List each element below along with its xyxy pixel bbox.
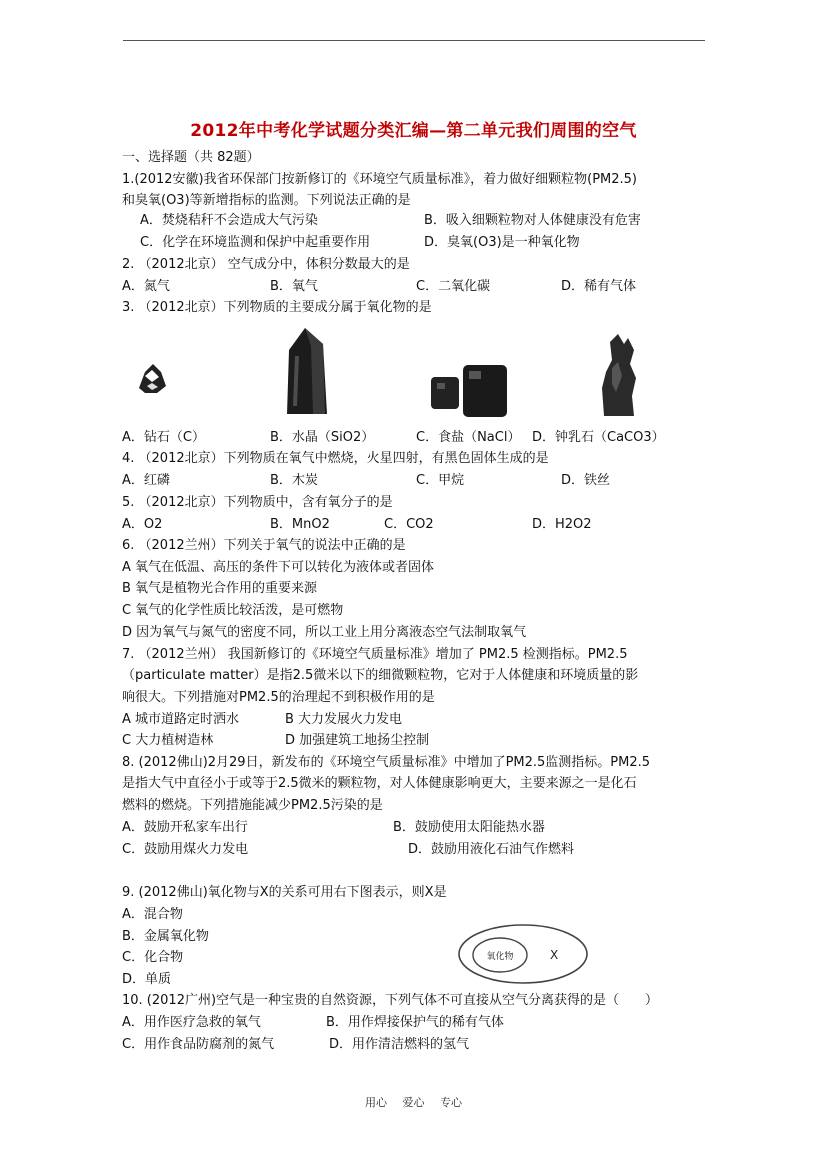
q10-option-a: A．用作医疗急救的氧气 — [122, 1015, 261, 1030]
q7-stem-line3: 响很大。下列措施对PM2.5的治理起不到积极作用的是 — [122, 690, 435, 705]
q10-stem: 10. (2012广州)空气是一种宝贵的自然资源，下列气体不可直接从空气分离获得的是（ ） — [122, 993, 659, 1008]
footer-word-3: 专心 — [440, 1096, 462, 1109]
q1-option-b: B．吸入细颗粒物对人体健康没有危害 — [424, 213, 641, 228]
header-rule — [123, 40, 705, 41]
oxide-relation-diagram — [456, 922, 590, 986]
q4-stem: 4. （2012北京）下列物质在氧气中燃烧，火星四射，有黑色固体生成的是 — [122, 451, 549, 466]
q6-option-a: A 氧气在低温、高压的条件下可以转化为液体或者固体 — [122, 560, 435, 575]
q1-option-a: A．焚烧秸秆不会造成大气污染 — [140, 213, 318, 228]
q8-option-d: D．鼓励用液化石油气作燃料 — [408, 842, 575, 857]
stalactite-image — [594, 332, 640, 418]
q1-option-c: C．化学在环境监测和保护中起重要作用 — [140, 235, 371, 250]
footer-word-2: 爱心 — [402, 1096, 425, 1109]
q5-stem: 5. （2012北京）下列物质中，含有氧分子的是 — [122, 495, 393, 510]
q3-option-a: A．钻石（C） — [122, 430, 205, 445]
document-title: 2012年中考化学试题分类汇编—第二单元我们周围的空气 — [190, 121, 637, 141]
q10-option-c: C．用作食品防腐剂的氮气 — [122, 1037, 275, 1052]
q4-option-d: D．铁丝 — [561, 473, 611, 488]
q8-option-b: B．鼓励使用太阳能热水器 — [393, 820, 545, 835]
q4-option-c: C．甲烷 — [416, 473, 465, 488]
q9-option-c: C．化合物 — [122, 950, 184, 965]
q3-stem: 3. （2012北京）下列物质的主要成分属于氧化物的是 — [122, 300, 432, 315]
q9-option-a: A．混合物 — [122, 907, 183, 922]
q8-option-a: A．鼓励开私家车出行 — [122, 820, 248, 835]
q5-option-d: D．H2O2 — [532, 517, 592, 532]
q1-stem-line2: 和臭氧(O3)等新增指标的监测。下列说法正确的是 — [122, 193, 411, 208]
q10-option-b: B．用作焊接保护气的稀有气体 — [326, 1015, 504, 1030]
q9-option-b: B．金属氧化物 — [122, 929, 209, 944]
q5-option-b: B．MnO2 — [270, 517, 330, 532]
q3-option-c: C．食盐（NaCl） — [416, 430, 521, 445]
footer-word-1: 用心 — [365, 1096, 387, 1109]
diagram-inner-label: 氧化物 — [486, 952, 514, 962]
q3-option-b: B．水晶（SiO2） — [270, 430, 375, 445]
q6-option-d: D 因为氧气与氮气的密度不同，所以工业上用分离液态空气法制取氧气 — [122, 625, 527, 640]
diamond-image — [135, 360, 169, 398]
q7-option-d: D 加强建筑工地扬尘控制 — [285, 733, 430, 748]
q5-option-a: A．O2 — [122, 517, 163, 532]
q6-option-b: B 氧气是植物光合作用的重要来源 — [122, 581, 318, 596]
section-heading: 一、选择题（共 82题） — [122, 150, 260, 165]
q7-stem-line1: 7. （2012兰州） 我国新修订的《环境空气质量标准》增加了 PM2.5 检测指标。PM2.5 — [122, 647, 628, 662]
q6-option-c: C 氧气的化学性质比较活泼，是可燃物 — [122, 603, 344, 618]
diagram-outer-label: X — [550, 948, 559, 962]
q9-stem: 9. (2012佛山)氧化物与X的关系可用右下图表示，则X是 — [122, 885, 447, 900]
q10-option-d: D．用作清洁燃料的氢气 — [329, 1037, 470, 1052]
q7-option-b: B 大力发展火力发电 — [285, 712, 403, 727]
q8-stem-line3: 燃料的燃烧。下列措施能减少PM2.5污染的是 — [122, 798, 383, 813]
q5-option-c: C．CO2 — [384, 517, 434, 532]
page-footer — [0, 1094, 827, 1110]
q6-stem: 6. （2012兰州）下列关于氧气的说法中正确的是 — [122, 538, 406, 553]
q2-stem: 2. （2012北京） 空气成分中，体积分数最大的是 — [122, 257, 410, 272]
q4-option-b: B．木炭 — [270, 473, 318, 488]
q4-option-a: A．红磷 — [122, 473, 170, 488]
q1-stem-line1: 1.(2012安徽)我省环保部门按新修订的《环境空气质量标准》，着力做好细颗粒物(PM2.5) — [122, 172, 638, 187]
q9-option-d: D．单质 — [122, 972, 172, 987]
q1-option-d: D．臭氧(O3)是一种氧化物 — [424, 235, 580, 250]
salt-crystals-image — [429, 363, 511, 419]
q7-stem-line2: （particulate matter）是指2.5微米以下的细微颗粒物，它对于人体健康和环境质量的影 — [122, 668, 639, 683]
q8-stem-line2: 是指大气中直径小于或等于2.5微米的颗粒物，对人体健康影响更大，主要来源之一是化石 — [122, 776, 637, 791]
q3-option-d: D．钟乳石（CaCO3） — [532, 430, 665, 445]
q7-option-a: A 城市道路定时洒水 — [122, 712, 240, 727]
q8-option-c: C．鼓励用煤火力发电 — [122, 842, 249, 857]
q2-option-a: A．氮气 — [122, 279, 170, 294]
q2-option-c: C．二氧化碳 — [416, 279, 491, 294]
q2-option-d: D．稀有气体 — [561, 279, 637, 294]
q2-option-b: B．氧气 — [270, 279, 318, 294]
q8-stem-line1: 8. (2012佛山)2月29日，新发布的《环境空气质量标准》中增加了PM2.5监测指标。PM2.5 — [122, 755, 651, 770]
quartz-crystal-image — [283, 326, 333, 418]
q7-option-c: C 大力植树造林 — [122, 733, 214, 748]
